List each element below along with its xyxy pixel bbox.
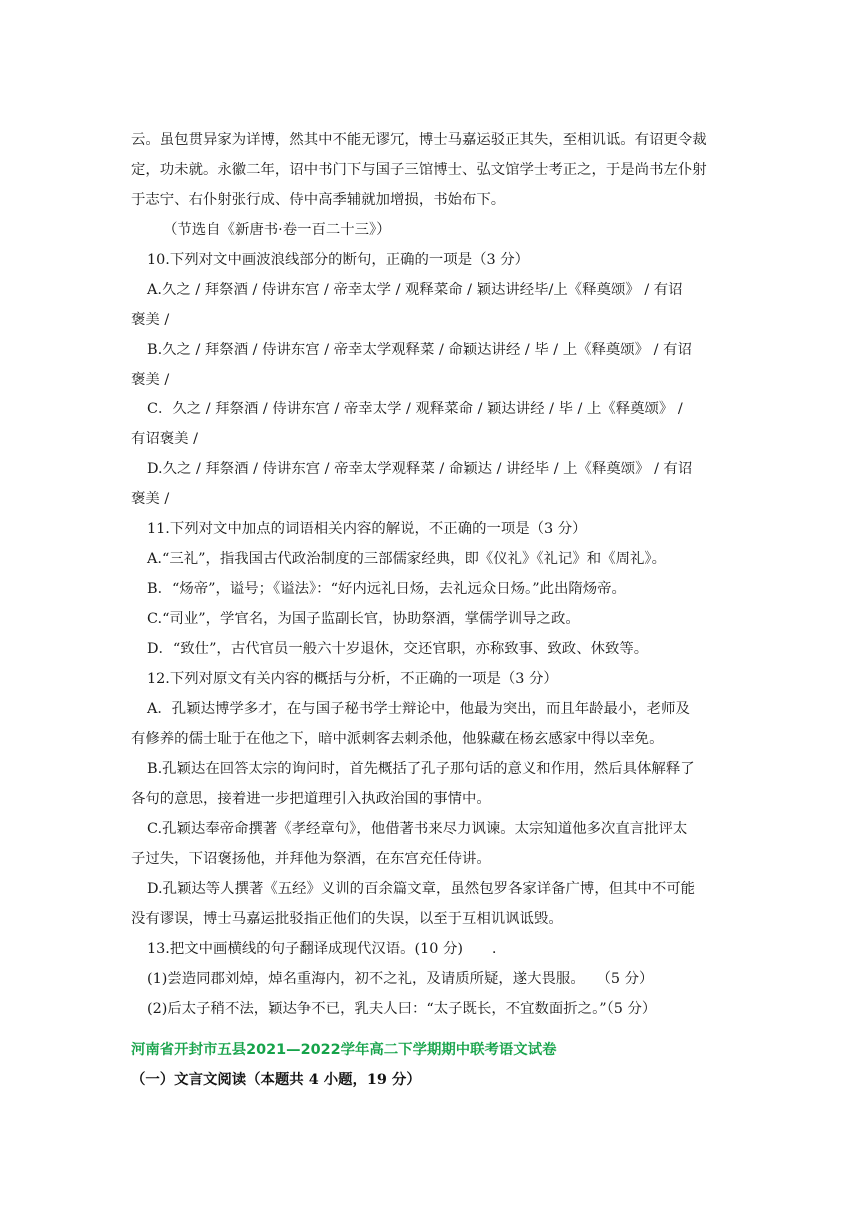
q10-option-b: B.久之 / 拜祭酒 / 侍讲东宫 / 帝幸太学观释菜 / 命颖达讲经 / 毕 / 上《释奠颂》 / 有诏 [147, 342, 692, 358]
q10-option-c-cont: 有诏褒美 / [131, 431, 198, 447]
q12-option-a-cont: 有修养的儒士耻于在他之下，暗中派刺客去刺杀他，他躲藏在杨玄感家中得以幸免。 [131, 731, 664, 747]
q11-option-d: D．“致仕”，古代官员一般六十岁退休，交还官职，亦称致事、致政、休致等。 [147, 641, 649, 657]
q10-option-b-cont: 褒美 / [131, 372, 170, 388]
q10-option-a-cont: 褒美 / [131, 312, 170, 328]
q12-option-d: D.孔颖达等人撰著《五经》义训的百余篇文章，虽然包罗各家详备广博，但其中不可能 [147, 881, 696, 897]
q12-option-c-cont: 子过失，下诏褒扬他，并拜他为祭酒，在东宫充任侍讲。 [131, 851, 491, 867]
q10-option-c: C．久之 / 拜祭酒 / 侍讲东宫 / 帝幸太学 / 观释菜命 / 颖达讲经 / 毕 / 上《释奠颂》 / [147, 401, 683, 417]
q12-stem: 12.下列对原文有关内容的概括与分析，不正确的一项是（3 分） [147, 671, 558, 687]
q12-option-d-cont: 没有谬误，博士马嘉运批驳指正他们的失误，以至于互相讥讽诋毁。 [131, 911, 563, 927]
q13-stem: 13.把文中画横线的句子翻译成现代汉语。(10 分) . [147, 941, 497, 957]
passage-line-2: 定，功未就。永徽二年，诏中书门下与国子三馆博士、弘文馆学士考正之，于是尚书左仆射 [131, 162, 707, 178]
q10-option-d: D.久之 / 拜祭酒 / 侍讲东宫 / 帝幸太学观释菜 / 命颖达 / 讲经毕 / 上《释奠颂》 / 有诏 [147, 461, 693, 477]
q10-option-a: A.久之 / 拜祭酒 / 侍讲东宫 / 帝幸太学 / 观释菜命 / 颖达讲经毕/上《释奠颂》 / 有诏 [147, 282, 683, 298]
q11-option-c: C.“司业”，学官名，为国子监副长官，协助祭酒，掌儒学训导之政。 [147, 611, 580, 627]
q13-sentence-1: (1)尝造同郡刘焯，焯名重海内，初不之礼，及请质所疑，遂大畏服。 （5 分） [147, 971, 654, 987]
passage-source: （节选自《新唐书·卷一百二十三》） [163, 222, 391, 238]
section-heading: （一）文言文阅读（本题共 4 小题，19 分） [131, 1071, 421, 1088]
q11-option-a: A.“三礼”，指我国古代政治制度的三部儒家经典，即《仪礼》《礼记》和《周礼》。 [147, 551, 666, 567]
q12-option-a: A．孔颖达博学多才，在与国子秘书学士辩论中，他最为突出，而且年龄最小，老师及 [147, 701, 690, 717]
q10-option-d-cont: 褒美 / [131, 491, 170, 507]
passage-line-1: 云。虽包贯异家为详博，然其中不能无谬冗，博士马嘉运驳正其失，至相讥诋。有诏更令裁 [131, 132, 707, 148]
exam-title: 河南省开封市五县2021—2022学年高二下学期期中联考语文试卷 [131, 1042, 557, 1058]
q10-stem: 10.下列对文中画波浪线部分的断句，正确的一项是（3 分） [147, 252, 529, 268]
q12-option-b: B.孔颖达在回答太宗的询问时，首先概括了孔子那句话的意义和作用，然后具体解释了 [147, 761, 695, 777]
passage-line-3: 于志宁、右仆射张行成、侍中高季辅就加增损，书始布下。 [131, 192, 506, 208]
q11-option-b: B．“炀帝”，谥号；《谥法》：“好内远礼日炀，去礼远众日炀。”此出隋炀帝。 [147, 581, 626, 597]
q12-option-b-cont: 各句的意思，接着进一步把道理引入执政治国的事情中。 [131, 791, 491, 807]
q12-option-c: C.孔颖达奉帝命撰著《孝经章句》，他借著书来尽力讽谏。太宗知道他多次直言批评太 [147, 821, 688, 837]
q13-sentence-2: (2)后太子稍不法，颖达争不已，乳夫人曰：“太子既长，不宜数面折之。”（5 分） [147, 1001, 657, 1017]
q11-stem: 11.下列对文中加点的词语相关内容的解说，不正确的一项是（3 分） [147, 521, 587, 537]
